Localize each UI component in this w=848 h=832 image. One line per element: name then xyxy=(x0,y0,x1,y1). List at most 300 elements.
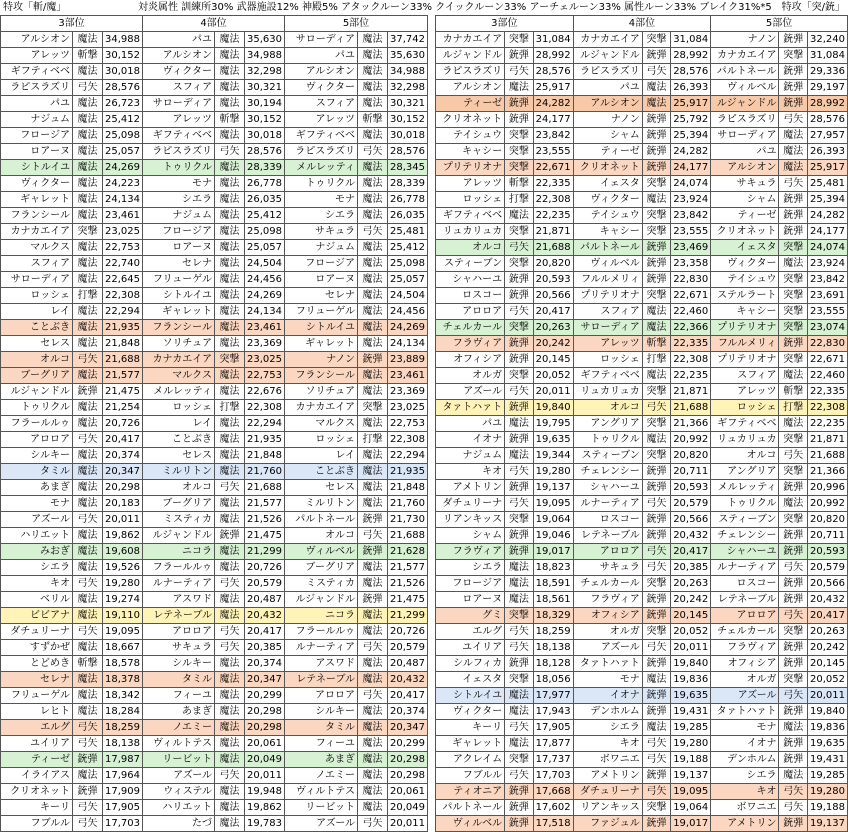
type-cell: 弓矢 xyxy=(505,64,533,80)
type-cell: 突撃 xyxy=(779,352,807,368)
type-cell: 魔法 xyxy=(358,480,388,496)
value-cell: 23,842 xyxy=(671,208,711,224)
type-cell: 魔法 xyxy=(73,768,103,784)
name-cell: アレッツ xyxy=(436,176,505,192)
type-cell: 銃弾 xyxy=(505,544,533,560)
type-cell: 銃弾 xyxy=(642,128,670,144)
table-row xyxy=(436,288,848,304)
name-cell: フィーユ xyxy=(285,736,358,752)
name-cell: メルレッティ xyxy=(711,480,779,496)
type-cell: 突撃 xyxy=(779,272,807,288)
table-row xyxy=(436,784,848,800)
value-cell: 19,344 xyxy=(533,448,573,464)
name-cell: スフィア xyxy=(573,304,642,320)
value-cell: 35,630 xyxy=(388,48,428,64)
name-cell: キーリ xyxy=(436,720,505,736)
name-cell: タミル xyxy=(143,672,215,688)
value-cell: 22,753 xyxy=(388,416,428,432)
type-cell: 弓矢 xyxy=(215,640,245,656)
type-cell: 魔法 xyxy=(642,96,670,112)
table-row xyxy=(436,480,848,496)
value-cell: 21,935 xyxy=(103,320,143,336)
value-cell: 19,188 xyxy=(671,752,711,768)
value-cell: 28,576 xyxy=(807,112,847,128)
name-cell: イェスタ xyxy=(711,240,779,256)
value-cell: 24,177 xyxy=(533,112,573,128)
type-cell: 魔法 xyxy=(505,80,533,96)
name-cell: ダチュリーナ xyxy=(436,496,505,512)
name-cell: ナジュム xyxy=(285,240,358,256)
type-cell: 魔法 xyxy=(73,480,103,496)
left-header-row xyxy=(1,16,428,32)
value-cell: 22,740 xyxy=(103,256,143,272)
name-cell: ラピスラズリ xyxy=(285,144,358,160)
type-cell: 魔法 xyxy=(358,304,388,320)
table-row xyxy=(1,640,428,656)
value-cell: 20,432 xyxy=(807,592,847,608)
type-cell: 突撃 xyxy=(779,288,807,304)
table-row xyxy=(436,64,848,80)
name-cell: アクレイム xyxy=(436,752,505,768)
type-cell: 突撃 xyxy=(505,608,533,624)
type-cell: 魔法 xyxy=(215,160,245,176)
type-cell: 魔法 xyxy=(215,448,245,464)
name-cell: サキュラ xyxy=(285,224,358,240)
value-cell: 17,518 xyxy=(533,816,573,832)
value-cell: 20,052 xyxy=(807,672,847,688)
name-cell: ユイリア xyxy=(436,640,505,656)
value-cell: 20,566 xyxy=(671,512,711,528)
name-cell: パルトネール xyxy=(285,512,358,528)
value-cell: 17,909 xyxy=(103,784,143,800)
table-row xyxy=(436,448,848,464)
type-cell: 魔法 xyxy=(73,528,103,544)
value-cell: 20,385 xyxy=(245,640,285,656)
table-row xyxy=(1,608,428,624)
value-cell: 22,671 xyxy=(807,352,847,368)
table-row xyxy=(1,336,428,352)
type-cell: 魔法 xyxy=(215,304,245,320)
type-cell: 魔法 xyxy=(73,272,103,288)
name-cell: セレス xyxy=(285,480,358,496)
value-cell: 20,298 xyxy=(388,768,428,784)
type-cell: 魔法 xyxy=(358,752,388,768)
name-cell: タァトハァト xyxy=(436,400,505,416)
value-cell: 19,285 xyxy=(671,720,711,736)
value-cell: 19,635 xyxy=(671,688,711,704)
name-cell: ヴィクター xyxy=(1,176,73,192)
value-cell: 26,723 xyxy=(103,96,143,112)
value-cell: 35,630 xyxy=(245,32,285,48)
name-cell: アロロア xyxy=(1,432,73,448)
name-cell: タァトハァト xyxy=(573,656,642,672)
value-cell: 20,579 xyxy=(388,640,428,656)
name-cell: カナカエイア xyxy=(436,32,505,48)
value-cell: 24,269 xyxy=(103,160,143,176)
name-cell: オルコ xyxy=(573,400,642,416)
type-cell: 魔法 xyxy=(358,288,388,304)
type-cell: 弓矢 xyxy=(779,688,807,704)
type-cell: 魔法 xyxy=(73,368,103,384)
type-cell: 魔法 xyxy=(779,416,807,432)
type-cell: 魔法 xyxy=(73,544,103,560)
value-cell: 21,299 xyxy=(388,608,428,624)
type-cell: 魔法 xyxy=(215,816,245,832)
value-cell: 21,871 xyxy=(533,224,573,240)
name-cell: ギャレット xyxy=(436,736,505,752)
value-cell: 25,057 xyxy=(103,144,143,160)
value-cell: 25,098 xyxy=(388,256,428,272)
name-cell: スティーブン xyxy=(573,448,642,464)
value-cell: 26,035 xyxy=(245,192,285,208)
value-cell: 20,593 xyxy=(807,544,847,560)
type-cell: 魔法 xyxy=(779,496,807,512)
type-cell: 魔法 xyxy=(779,144,807,160)
type-cell: 魔法 xyxy=(505,576,533,592)
value-cell: 24,177 xyxy=(671,160,711,176)
name-cell: アズール xyxy=(285,816,358,832)
type-cell: 魔法 xyxy=(358,800,388,816)
value-cell: 22,366 xyxy=(671,320,711,336)
table-row xyxy=(436,640,848,656)
table-row xyxy=(1,384,428,400)
name-cell: オルコ xyxy=(711,448,779,464)
name-cell: クリオネット xyxy=(573,160,642,176)
name-cell: リュカリュカ xyxy=(711,432,779,448)
name-cell: デンホルム xyxy=(711,752,779,768)
type-cell: 魔法 xyxy=(642,368,670,384)
type-cell: 突撃 xyxy=(642,800,670,816)
name-cell: アスワド xyxy=(143,592,215,608)
value-cell: 20,992 xyxy=(671,432,711,448)
value-cell: 25,412 xyxy=(245,208,285,224)
type-cell: 魔法 xyxy=(215,720,245,736)
value-cell: 20,145 xyxy=(807,656,847,672)
value-cell: 22,830 xyxy=(671,272,711,288)
type-cell: 魔法 xyxy=(215,176,245,192)
value-cell: 28,992 xyxy=(533,48,573,64)
value-cell: 19,862 xyxy=(103,528,143,544)
value-cell: 17,737 xyxy=(533,752,573,768)
name-cell: マルクス xyxy=(285,416,358,432)
table-row xyxy=(436,736,848,752)
type-cell: 銃弾 xyxy=(779,224,807,240)
value-cell: 21,475 xyxy=(245,528,285,544)
type-cell: 魔法 xyxy=(73,256,103,272)
table-row xyxy=(436,528,848,544)
name-cell: アズール xyxy=(573,640,642,656)
value-cell: 19,862 xyxy=(245,800,285,816)
table-row xyxy=(1,32,428,48)
value-cell: 20,298 xyxy=(388,752,428,768)
name-cell: オルガ xyxy=(436,368,505,384)
name-cell: シエラ xyxy=(1,560,73,576)
value-cell: 26,035 xyxy=(388,208,428,224)
name-cell: チェレンシー xyxy=(573,464,642,480)
type-cell: 突撃 xyxy=(358,400,388,416)
value-cell: 24,504 xyxy=(388,288,428,304)
table-row xyxy=(1,320,428,336)
value-cell: 26,393 xyxy=(807,144,847,160)
value-cell: 20,374 xyxy=(388,704,428,720)
name-cell: アスワド xyxy=(285,656,358,672)
table-row xyxy=(1,560,428,576)
table-row xyxy=(1,784,428,800)
type-cell: 弓矢 xyxy=(505,384,533,400)
table-row xyxy=(436,368,848,384)
value-cell: 25,057 xyxy=(245,240,285,256)
name-cell: アルシオン xyxy=(436,80,505,96)
value-cell: 32,298 xyxy=(245,64,285,80)
value-cell: 23,461 xyxy=(245,320,285,336)
name-cell: セレナ xyxy=(285,288,358,304)
right-header-5parts: 5部位 xyxy=(711,16,848,32)
type-cell: 魔法 xyxy=(505,448,533,464)
name-cell: ティオニア xyxy=(436,784,505,800)
value-cell: 22,335 xyxy=(671,336,711,352)
table-row xyxy=(436,544,848,560)
value-cell: 22,753 xyxy=(245,368,285,384)
type-cell: 斬撃 xyxy=(73,656,103,672)
type-cell: 弓矢 xyxy=(642,784,670,800)
value-cell: 17,964 xyxy=(103,768,143,784)
name-cell: ラピスラズリ xyxy=(573,64,642,80)
name-cell: レテネーブル xyxy=(285,672,358,688)
name-cell: サローディア xyxy=(573,320,642,336)
name-cell: アズール xyxy=(1,512,73,528)
value-cell: 22,294 xyxy=(103,304,143,320)
value-cell: 22,671 xyxy=(533,160,573,176)
value-cell: 20,061 xyxy=(388,784,428,800)
type-cell: 魔法 xyxy=(358,416,388,432)
value-cell: 24,269 xyxy=(388,320,428,336)
value-cell: 17,943 xyxy=(533,704,573,720)
table-row xyxy=(1,160,428,176)
name-cell: レテネーブル xyxy=(711,592,779,608)
name-cell: ティーゼ xyxy=(573,144,642,160)
name-cell: ヴィルベル xyxy=(285,544,358,560)
table-row xyxy=(1,720,428,736)
name-cell: ダチュリーナ xyxy=(573,784,642,800)
type-cell: 突撃 xyxy=(505,320,533,336)
type-cell: 突撃 xyxy=(505,256,533,272)
value-cell: 22,235 xyxy=(671,368,711,384)
name-cell: パユ xyxy=(711,144,779,160)
type-cell: 魔法 xyxy=(642,320,670,336)
value-cell: 20,417 xyxy=(533,304,573,320)
value-cell: 22,235 xyxy=(533,208,573,224)
value-cell: 20,374 xyxy=(245,656,285,672)
table-row xyxy=(1,240,428,256)
name-cell: フランシール xyxy=(143,320,215,336)
type-cell: 魔法 xyxy=(358,576,388,592)
name-cell: アメトリン xyxy=(711,816,779,832)
value-cell: 25,098 xyxy=(103,128,143,144)
name-cell: アレッツ xyxy=(1,48,73,64)
name-cell: チェルカール xyxy=(436,320,505,336)
type-cell: 弓矢 xyxy=(215,480,245,496)
value-cell: 18,138 xyxy=(533,640,573,656)
table-row xyxy=(436,304,848,320)
name-cell: テイシュウ xyxy=(711,272,779,288)
type-cell: 魔法 xyxy=(215,320,245,336)
name-cell: フラヴィア xyxy=(436,336,505,352)
type-cell: 銃弾 xyxy=(642,688,670,704)
value-cell: 19,274 xyxy=(103,592,143,608)
name-cell: リュカリュカ xyxy=(436,224,505,240)
name-cell: キオ xyxy=(1,576,73,592)
value-cell: 18,342 xyxy=(103,688,143,704)
table-row xyxy=(1,192,428,208)
value-cell: 20,487 xyxy=(388,656,428,672)
type-cell: 突撃 xyxy=(505,128,533,144)
name-cell: セレス xyxy=(143,448,215,464)
name-cell: パルトネール xyxy=(573,240,642,256)
name-cell: ナノン xyxy=(573,112,642,128)
name-cell: タァトハァト xyxy=(711,704,779,720)
name-cell: ロスコー xyxy=(436,288,505,304)
value-cell: 21,688 xyxy=(807,448,847,464)
table-row xyxy=(1,432,428,448)
value-cell: 28,992 xyxy=(807,96,847,112)
table-row xyxy=(1,624,428,640)
name-cell: シャハーユ xyxy=(711,544,779,560)
name-cell: ロッシェ xyxy=(436,192,505,208)
name-cell: ソリチュア xyxy=(143,336,215,352)
name-cell: チェレンシー xyxy=(711,528,779,544)
type-cell: 魔法 xyxy=(642,720,670,736)
type-cell: 魔法 xyxy=(358,560,388,576)
name-cell: フラヴィア xyxy=(711,640,779,656)
name-cell: フロージア xyxy=(285,256,358,272)
name-cell: レテネーブル xyxy=(143,608,215,624)
name-cell: すずかぜ xyxy=(1,640,73,656)
value-cell: 17,977 xyxy=(533,688,573,704)
value-cell: 17,703 xyxy=(533,768,573,784)
type-cell: 弓矢 xyxy=(358,144,388,160)
table-row xyxy=(436,800,848,816)
value-cell: 24,269 xyxy=(245,288,285,304)
value-cell: 20,593 xyxy=(671,480,711,496)
type-cell: 魔法 xyxy=(215,128,245,144)
name-cell: あまぎ xyxy=(285,752,358,768)
value-cell: 19,137 xyxy=(533,480,573,496)
value-cell: 19,188 xyxy=(807,800,847,816)
name-cell: ルジャンドル xyxy=(711,96,779,112)
value-cell: 22,308 xyxy=(245,400,285,416)
value-cell: 24,134 xyxy=(103,192,143,208)
name-cell: あまぎ xyxy=(143,704,215,720)
name-cell: シトルイユ xyxy=(285,320,358,336)
value-cell: 26,393 xyxy=(671,80,711,96)
value-cell: 28,345 xyxy=(388,160,428,176)
type-cell: 魔法 xyxy=(73,672,103,688)
type-cell: 突撃 xyxy=(779,624,807,640)
type-cell: 魔法 xyxy=(215,256,245,272)
name-cell: オルコ xyxy=(143,480,215,496)
type-cell: 銃弾 xyxy=(642,704,670,720)
table-row xyxy=(1,464,428,480)
type-cell: 銃弾 xyxy=(642,608,670,624)
type-cell: 魔法 xyxy=(358,240,388,256)
name-cell: ロスコー xyxy=(573,512,642,528)
type-cell: 弓矢 xyxy=(642,64,670,80)
type-cell: 弓矢 xyxy=(73,512,103,528)
value-cell: 21,475 xyxy=(388,592,428,608)
name-cell: フブルル xyxy=(436,768,505,784)
type-cell: 魔法 xyxy=(215,240,245,256)
name-cell: スフィア xyxy=(285,96,358,112)
type-cell: 魔法 xyxy=(358,784,388,800)
name-cell: ヴィクター xyxy=(573,192,642,208)
type-cell: 魔法 xyxy=(73,208,103,224)
table-row xyxy=(436,624,848,640)
name-cell: オルガ xyxy=(711,672,779,688)
name-cell: オルガ xyxy=(573,624,642,640)
type-cell: 魔法 xyxy=(215,32,245,48)
value-cell: 18,591 xyxy=(533,576,573,592)
name-cell: レテネーブル xyxy=(573,528,642,544)
value-cell: 22,460 xyxy=(671,304,711,320)
type-cell: 魔法 xyxy=(358,624,388,640)
type-cell: 銃弾 xyxy=(642,48,670,64)
value-cell: 23,924 xyxy=(807,256,847,272)
value-cell: 28,576 xyxy=(388,144,428,160)
name-cell: リアンキッス xyxy=(573,800,642,816)
type-cell: 魔法 xyxy=(215,416,245,432)
type-cell: 弓矢 xyxy=(779,784,807,800)
name-cell: アルシオン xyxy=(573,96,642,112)
value-cell: 27,957 xyxy=(807,128,847,144)
type-cell: 弓矢 xyxy=(358,816,388,832)
type-cell: 魔法 xyxy=(358,448,388,464)
name-cell: ルジャンドル xyxy=(285,592,358,608)
name-cell: アメトリン xyxy=(436,480,505,496)
value-cell: 24,282 xyxy=(671,144,711,160)
value-cell: 22,294 xyxy=(388,448,428,464)
value-cell: 21,760 xyxy=(388,496,428,512)
name-cell: スフィア xyxy=(1,256,73,272)
type-cell: 弓矢 xyxy=(642,400,670,416)
name-cell: モナ xyxy=(573,672,642,688)
value-cell: 20,417 xyxy=(245,624,285,640)
name-cell: ブーグリア xyxy=(143,496,215,512)
table-row xyxy=(436,144,848,160)
type-cell: 銃弾 xyxy=(779,576,807,592)
type-cell: 銃弾 xyxy=(779,752,807,768)
name-cell: オルコ xyxy=(436,240,505,256)
name-cell: モナ xyxy=(711,720,779,736)
name-cell: フリューゲル xyxy=(143,272,215,288)
type-cell: 魔法 xyxy=(215,784,245,800)
value-cell: 20,417 xyxy=(671,544,711,560)
value-cell: 30,321 xyxy=(245,80,285,96)
value-cell: 19,280 xyxy=(533,464,573,480)
name-cell: ハリエット xyxy=(1,528,73,544)
name-cell: セレナ xyxy=(143,256,215,272)
type-cell: 斬撃 xyxy=(358,112,388,128)
type-cell: 弓矢 xyxy=(73,432,103,448)
type-cell: 魔法 xyxy=(73,96,103,112)
table-row xyxy=(1,368,428,384)
name-cell: ビビアナ xyxy=(1,608,73,624)
name-cell: ミスティカ xyxy=(143,512,215,528)
type-cell: 銃弾 xyxy=(779,64,807,80)
value-cell: 18,823 xyxy=(533,560,573,576)
type-cell: 魔法 xyxy=(358,176,388,192)
name-cell: アレッツ xyxy=(285,112,358,128)
name-cell: ミルリトン xyxy=(143,464,215,480)
